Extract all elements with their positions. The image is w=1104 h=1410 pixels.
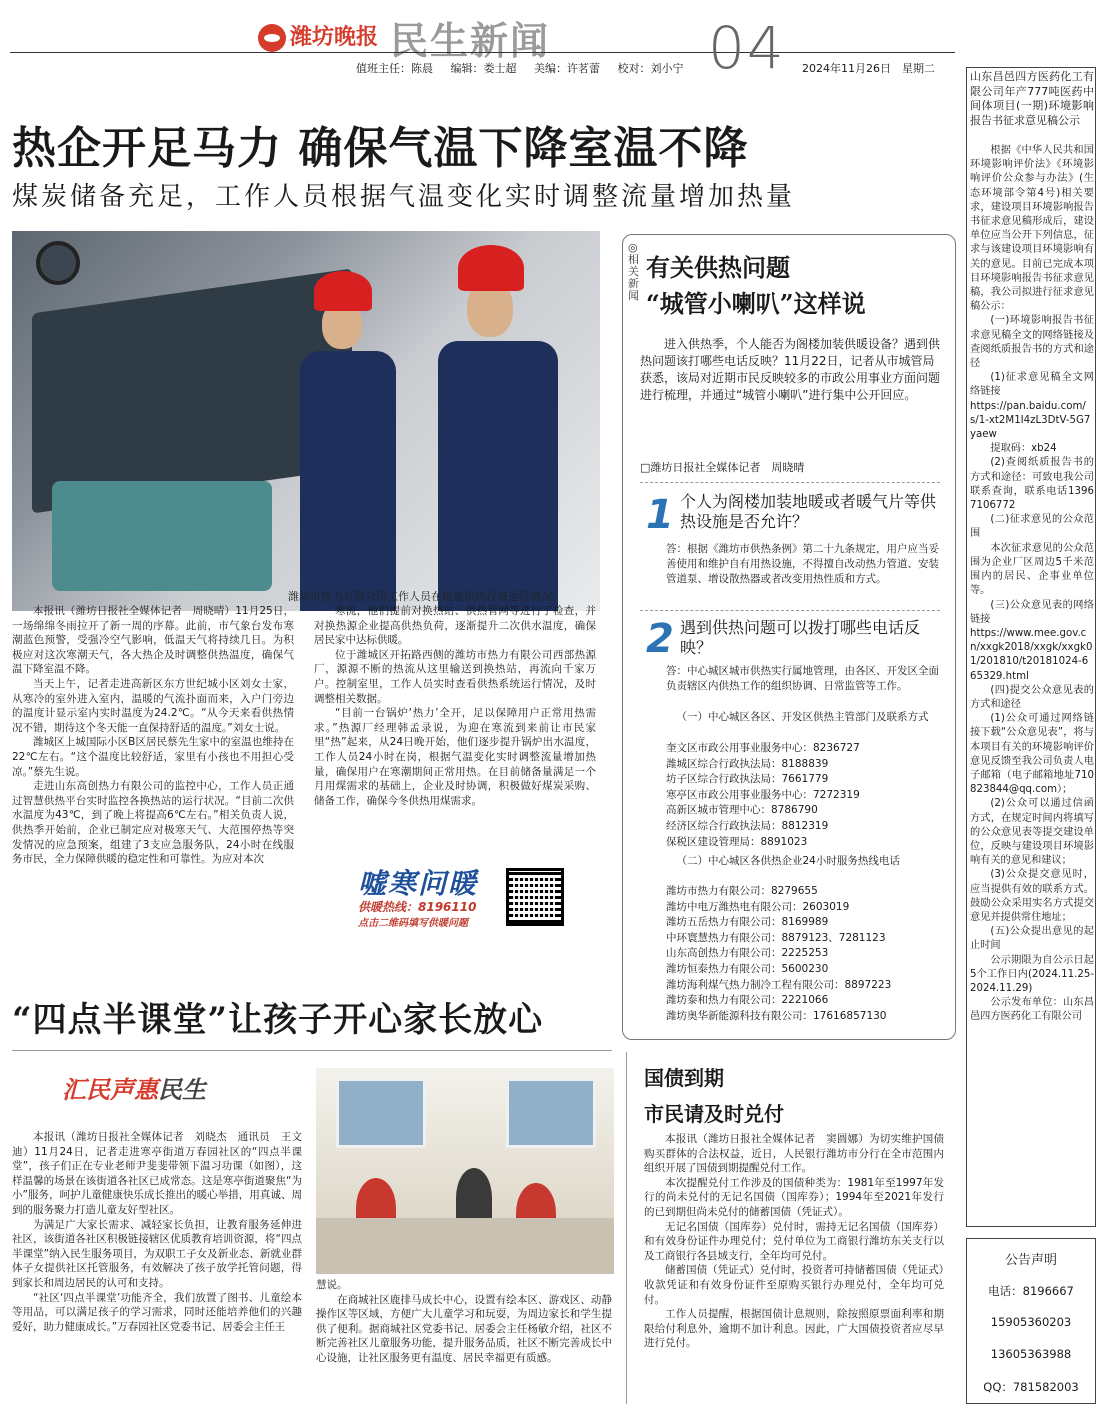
paragraph: 储蓄国债（凭证式）兑付时，投资者可持储蓄国债（凭证式）收款凭证和有效身份证件至原购买银行办理兑付，全年均可兑付。: [644, 1264, 944, 1306]
paragraph: (3)公众提交意见时，应当提供有效的联系方式。鼓励公众采用实名方式提交意见并提供常住地址；: [970, 869, 1094, 923]
bond-headline-line1: 国债到期: [644, 1066, 724, 1090]
photo-caption: 潍坊市热力有限公司工作人员在检查供热设备运行情况。: [288, 590, 563, 603]
list-item: 潍坊恒泰热力有限公司：5600230: [666, 962, 829, 975]
paragraph: “目前一台锅炉‘热力’全开，足以保障用户正常用热需求。”热源厂经理韩孟录说，为迎在寒流到来前让市民家里“热”起来，从24日晚开始，他们逐步提升锅炉出水温度，工作人员24小时在岗，根据气温变化实时调整流量增加热量，确保用户在寒潮期间正常用热。在目前储备量满足一个月用煤需求的基础上，企业及时协调，积极做好煤炭采购、储备工作，确保今冬供热用煤需求。: [314, 707, 596, 807]
list-item: 高新区城市管理中心：8786790: [666, 804, 818, 817]
bond-article: [644, 1132, 944, 1351]
paragraph: 慧说。: [316, 1279, 348, 1291]
paragraph: (1)公众可通过网络链接下载“公众意见表”，将与本项目有关的环境影响评价意见反馈至我公司负责人电子邮箱（电子邮箱地址710823844@qq.com）；: [970, 713, 1094, 796]
worker-right: [432, 241, 562, 611]
company-hotlines: [666, 884, 891, 1024]
qr-code-icon[interactable]: [506, 868, 564, 926]
list-item: 经济区综合行政执法局：8812319: [666, 819, 829, 832]
heating-inspection-photo: [12, 231, 600, 611]
list-item: 潍坊泰和热力有限公司：2221066: [666, 994, 829, 1007]
paragraph: 本报讯（潍坊日报社全媒体记者 刘晓杰 通讯员 王文迪）11月24日，记者走进寒亭街道万春园社区的“四点半课堂”，孩子们正在专业老师尹斐斐带领下温习功课（如图），这样温馨的场景在该街道各社区已成常态。这是寒亭街道聚焦“为小”服务，呵护儿童健康快乐成长推出的暖心举措，用真诚、周到的服务聚力打造儿童友好型社区。: [12, 1131, 302, 1216]
list-item: 潍城区综合行政执法局：8188839: [666, 757, 829, 770]
lead-column-2: [314, 604, 596, 808]
paragraph: “社区‘四点半课堂’功能齐全，我们放置了图书、儿童绘本等用品，可以满足孩子的学习需求，同时还能培养他们的兴趣爱好，助力健康成长。”万春园社区党委书记、居委会主任王: [12, 1291, 302, 1333]
gear-shape: [36, 241, 80, 285]
paragraph: (1)征求意见稿全文网络链接: [970, 372, 1094, 398]
paragraph: (二)征求意见的公众范围: [970, 514, 1094, 540]
paragraph: 本次征求意见的公众范围为企业厂区周边5千米范围内的居民、企事业单位等。: [970, 542, 1094, 597]
district-contacts: [666, 741, 860, 850]
announcement-phone-2: 15905360203: [990, 1315, 1072, 1329]
second-column-2: [316, 1278, 612, 1366]
desk-shape: [316, 1218, 614, 1274]
sidebar-title-line1: 有关供热问题: [646, 253, 790, 282]
notice-title: 山东昌邑四方医药化工有限公司年产777吨医药中间体项目(一期)环境影响报告书征求意见稿公示: [970, 70, 1094, 127]
list-item: 潍坊五岳热力有限公司：8169989: [666, 916, 829, 929]
notice-link[interactable]: https://pan.baidu.com/s/1-xt2M1I4zL3DtV-5G7yaew: [970, 400, 1091, 441]
sidebar-title-line2: “城管小喇叭”这样说: [646, 289, 866, 318]
list-item: 潍坊海利煤气热力制冷工程有限公司：8897223: [666, 978, 892, 991]
paragraph: (五)公众提出意见的起止时间: [970, 926, 1094, 952]
paragraph: 当天上午，记者走进高新区东方世纪城小区刘女士家，从寒冷的室外进入室内，温暖的气流扑面而来，入户门旁边的温度计显示室内实时温度为24.2℃。“从今天来看供热情况不错，期待这个冬天能一直保持舒适的温度。”刘女士说。: [12, 677, 294, 734]
list1-title: （一）中心城区各区、开发区供热主管部门及联系方式: [676, 711, 929, 723]
worker-left: [292, 271, 402, 611]
paragraph: (三)公众意见表的网络链接: [970, 599, 1094, 625]
second-headline: “四点半课堂”让孩子开心家长放心: [12, 1000, 544, 1040]
badge-char: 汇: [62, 1076, 86, 1104]
notice-body: [970, 144, 1094, 1025]
list-item: 奎文区市政公用事业服务中心：8236727: [666, 742, 860, 754]
list-item: 潍坊中电万潍热电有限公司：2603019: [666, 900, 850, 913]
paragraph: 走进山东高创热力有限公司的监控中心，工作人员正通过智慧供热平台实时监控各换热站的运行状况。“目前二次供水温度为43℃，到了晚上将提高6℃左右。”相关负责人说，供热季开始前，企业已制定应对极寒天气、大范围停热等突发情况的应急预案，组建了3支应急服务队，24小时在线服务市民，全力保障供暖的稳定性和可靠性。为应对本次: [12, 780, 294, 866]
list-item: 保税区建设管理局：8891023: [666, 835, 808, 848]
announcement-qq: QQ：781582003: [983, 1380, 1079, 1394]
motor-shape: [52, 481, 272, 591]
announcement-title: 公告声明: [1004, 1253, 1057, 1268]
list-item: 寒亭区市政公用事业服务中心：7272319: [666, 788, 860, 801]
credit-duty-editor: 值班主任：陈晨: [356, 62, 433, 75]
issue-date: 2024年11月26日 星期二: [802, 62, 935, 75]
paragraph: (四)提交公众意见表的方式和途径: [970, 684, 1094, 710]
badge-char: 民生: [158, 1076, 206, 1104]
heating-hotline-ad[interactable]: [350, 862, 562, 929]
ad-note: 点击二维码填写供暖问题: [358, 918, 468, 929]
paragraph: 本报讯（潍坊日报社全媒体记者 周晓晴）11月25日，一场绵绵冬雨拉开了新一周的序幕。此前，市气象台发布寒潮蓝色预警，受强冷空气影响，低温天气将持续几日。为积极应对这次寒潮天气，各大热企及时调整供热温度，确保气温下降室温不降。: [12, 605, 294, 676]
answer-2: 答：中心城区城市供热实行属地管理，由各区、开发区全面负责辖区内供热工作的组织协调、日常监管等工作。: [666, 665, 939, 692]
divider: [640, 482, 940, 483]
paragraph: (一)环境影响报告书征求意见稿全文的网络链接及查阅纸质报告书的方式和途径: [970, 315, 1094, 370]
question-1: 个人为阁楼加装地暖或者暖气片等供热设施是否允许？: [680, 492, 937, 531]
credit-editor: 编辑：娄士超: [450, 62, 517, 75]
announcement-phone: 电话：8196667: [988, 1284, 1074, 1298]
list2-title: （二）中心城区各供热企业24小时服务热线电话: [676, 855, 900, 867]
answer-1: 答：根据《潍坊市供热条例》第二十九条规定，用户应当妥善使用和维护自有用热设施，不得擅自改动热力管道、安装管道泵、增设散热器或者改变用热性质和方式。: [666, 543, 939, 585]
credit-proofreader: 校对：刘小宁: [617, 62, 684, 75]
paragraph: 位于潍城区开拓路西侧的潍坊市热力有限公司西部热源厂，源源不断的热流从这里输送到换热站，再流向千家万户。控制室里，工作人员实时查看供热系统运行情况，及时调整相关数据。: [314, 648, 596, 705]
ad-title: 嘘寒问暖: [358, 867, 479, 900]
masthead-rule: [10, 52, 955, 53]
question-2: 遇到供热问题可以拨打哪些电话反映？: [680, 618, 921, 657]
notice-link[interactable]: https://www.mee.gov.cn/xxgk2018/xxgk/xxgk01/201810/t20181024-665329.html: [970, 627, 1093, 682]
list-item: 山东高创热力有限公司：2225253: [666, 947, 829, 960]
paragraph: 本报讯（潍坊日报社全媒体记者 窦圆娜）为切实维护国债购买群体的合法权益，近日，人民银行潍坊市分行在全市范围内组织开展了国债到期提醒兑付工作。: [644, 1133, 944, 1175]
list-item: 中环寰慧热力有限公司：8879123、7281123: [666, 931, 886, 944]
ad-hotline: 供暖热线：8196110: [358, 900, 477, 914]
sidebar-intro: 进入供热季，个人能否为阁楼加装供暖设备？遇到供热问题该打哪些电话反映？11月22日，记者从市城管局获悉，该局对近期市民反映较多的市政公用事业方面问题进行梳理，并通过“城管小喇叭”进行集中公开回应。: [640, 337, 941, 402]
paragraph: 无记名国债（国库券）兑付时，需持无记名国债（国库券）和有效身份证件办理兑付；兑付单位为工商银行潍坊东关支行以及工商银行各县域支行，全年均可兑付。: [644, 1220, 944, 1262]
paragraph: 潍城区上城国际小区B区居民蔡先生家中的室温也维持在22℃左右。“这个温度比较舒适，家里有小孩也不用担心受凉。”蔡先生说。: [12, 736, 294, 778]
badge-char: 惠: [134, 1076, 158, 1104]
divider: [640, 610, 940, 611]
credit-art-editor: 美编：许茗蕾: [534, 62, 600, 75]
announcement-phone-3: 13605363988: [990, 1347, 1072, 1361]
list-item: 坊子区综合行政执法局：7661779: [666, 773, 829, 786]
credits-line: [356, 60, 698, 76]
related-news-tag: ◎相关新闻: [628, 241, 639, 302]
announcement-box: [966, 1238, 1096, 1404]
paragraph: 提取码：xb24: [990, 443, 1057, 455]
paragraph: (2)公众可以通过信函方式，在规定时间内将填写的公众意见表等提交建设单位，反映与建设项目环境影响有关的意见和建议；: [970, 798, 1094, 867]
paragraph: 本次提醒兑付工作涉及的国债种类为：1981年至1997年发行的尚未兑付的无记名国债（国库券）；1994年至2021年发行的已到期但尚未兑付的储蓄国债（凭证式）。: [644, 1176, 944, 1218]
sidebar-byline: □潍坊日报社全媒体记者 周晓晴: [640, 461, 805, 474]
lead-column-1: [12, 604, 294, 867]
paragraph: (2)查阅纸质报告书的方式和途径：可致电我公司联系查询，联系电话13967106772: [970, 457, 1094, 512]
paragraph: 公示发布单位：山东昌邑四方医药化工有限公司: [970, 997, 1094, 1023]
column-badge: [62, 1070, 206, 1105]
divider: [12, 1050, 612, 1051]
paragraph: 工作人员提醒，根据国债计息规则，除按照原票面利率和期限给付利息外，逾期不加计利息。因此，广大国债投资者应尽早进行兑付。: [644, 1308, 944, 1350]
list-item: 潍坊市热力有限公司：8279655: [666, 885, 818, 897]
list-item: 潍坊奥华新能源科技有限公司：17616857130: [666, 1009, 887, 1022]
lead-headline: 热企开足马力 确保气温下降室温不降: [12, 123, 749, 174]
paragraph: 为满足广大家长需求、减轻家长负担，让教育服务延伸进社区，该街道各社区积极链接辖区优质教育培训资源，将“四点半课堂”纳入民生服务项目，为双职工子女及新业态、新就业群体子女提供社区托管服务，有效解决了孩子放学托管问题，得到家长和周边居民的认可和支持。: [12, 1218, 302, 1289]
divider: [626, 1052, 627, 1404]
paragraph: 在商城社区鹿排马成长中心，设置有绘本区、游戏区、动静操作区等区域，方便广大儿童学习和玩耍，为周边家长和学生提供了便利。据商城社区党委书记、居委会主任杨敏介绍，社区不断完善社区儿童服务功能，提升服务品质，社区不断完善成长中心设施，让社区服务更有温度、居民幸福更有质感。: [316, 1293, 612, 1364]
newspaper-logo-icon: [258, 24, 286, 52]
question-number: 1: [646, 492, 674, 538]
page-number: 04: [708, 14, 786, 82]
after-school-class-photo: [316, 1068, 614, 1274]
question-number: 2: [646, 616, 674, 662]
second-column-1: [12, 1130, 302, 1334]
paragraph: 根据《中华人民共和国环境影响评价法》《环境影响评价公众参与办法》(生态环境部令第4号)相关要求，建设项目环境影响报告书征求意见稿形成后，建设单位应当公开下列信息，征求与该建设项目环境影响有关的意见。目前已完成本项目环境影响报告书征求意见稿，我公司拟进行征求意见稿公示：: [970, 145, 1094, 313]
paper-name: 潍坊晚报: [290, 25, 379, 50]
lead-subheadline: 煤炭储备充足，工作人员根据气温变化实时调整流量增加热量: [12, 182, 796, 212]
badge-char: 民声: [86, 1076, 134, 1104]
paragraph: 公示期限为自公示日起5个工作日内(2024.11.25-2024.11.29): [970, 954, 1094, 994]
paragraph: 寒流，他们提前对换热站、供热管网等进行了检查，并对换热源企业提高供热负荷，逐渐提升二次供水温度，确保居民家中达标供暖。: [314, 605, 596, 647]
section-name: 民生新闻: [390, 18, 551, 63]
bond-headline-line2: 市民请及时兑付: [644, 1102, 784, 1126]
